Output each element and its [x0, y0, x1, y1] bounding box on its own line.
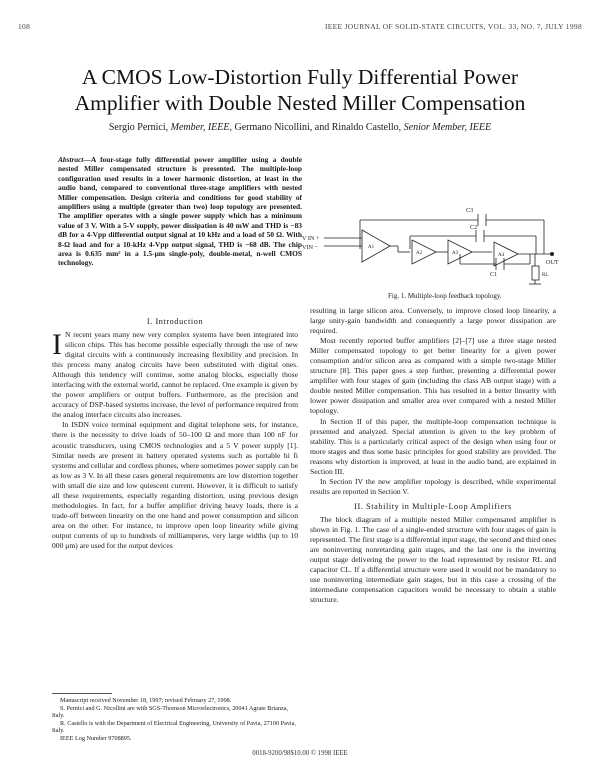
author-1-role: Member, IEEE,	[170, 122, 232, 133]
label-a3: A3	[452, 251, 459, 256]
left-column	[52, 317, 298, 551]
label-a1: A1	[368, 245, 375, 250]
footnote-affiliation-2: R. Castello is with the Department of Electrical Engineering, University of Pavia, 27100 Pavia, Italy.	[52, 719, 296, 735]
paper-title	[30, 64, 570, 116]
right-paragraph-5: The block diagram of a multiple nested Miller compensated amplifier is shown in Fig. 1. The case of a single-ended structure with four stages of gain is represented. The first stage is a differential input stage, the second and third ones are noninverting nonretarding gain stages, and the last one is the inverting output stage delivering the power to the load represented by resistor RL and capacitor CL. If a differential structure were used it would not be mandatory to use noninverting intermediate gain stages, but in this case a crossing of the intermediate compensation capacitors would be necessary to obtain a stable structure.	[310, 514, 556, 605]
output-node	[550, 252, 553, 255]
right-paragraph-1: resulting in large silicon area. Conversely, to improve closed loop linearity, a large unity-gain bandwidth and consequently a large power dissipation are required.	[310, 306, 556, 336]
right-paragraph-2: Most recently reported buffer amplifiers [2]–[7] use a three stage nested Miller compensated topology to get better linearity for a given power consumption and/or silicon area as compared with a simple two-stage Miller structure [8]. This paper goes a step further, presenting a differential power amplifier with four stages of gain (including the class AB output stage) with a double nested Miller compensation. This has resulted in a better linearity with lower power dissipation and smaller area over compared with a nested Miller topology.	[310, 336, 556, 416]
footnote-log-number: IEEE Log Number 9708895.	[60, 734, 132, 742]
label-a2: A2	[416, 251, 423, 256]
intro-paragraph-2: In ISDN voice terminal equipment and digital telephone sets, for instance, there is the necessity to drive loads of 50–100 Ω and more than 100 nF for acoustic transducers, using CMOS technologies and a 5 V power supply [1]. Similar needs are present in battery operated systems such as portable hi fi systems and cellular and cordless phones, where sometimes power supply can be as low as 3 V. In all these cases general requirements are low distortion together with small die size and low quiescent current. However, it is difficult to satisfy all these requirements, especially regarding distortion, using previous design methodologies. In fact, for a buffer amplifier driving heavy loads, there is a trade-off between linearity on the one hand and power consumption and silicon area on the other. For instance, to improve open loop linearity while giving output currents of up to hundreds of milliamperes, very large widths (up to 10 000 μm) are used for the output devices	[52, 420, 298, 550]
abstract-text: A four-stage fully differential power amplifier using a double nested Miller compensated structure is presented. The multiple-loop configuration used results in a lower harmonic distortion, at least in the audio band, compared to conventional three-stage amplifiers with nested Miller compensation. Design criteria and conditions for good stability of amplifiers using a multiple (greater than two) loop topology are presented. The amplifier operates with a single power supply which has a minimum value of 3 V. With a 5-V supply, power dissipation is 40 mW and THD is −83 dB for a 4-Vpp differential output signal at 10 kHz and a load of 50 Ω. With 8-Ω load and for a 10-kHz 4-Vpp output signal, THD is −68 dB. The chip area is 0.635 mm² in a 1.5-μm single-poly, double-metal, n-well CMOS technology.	[58, 155, 302, 268]
load-resistor	[532, 266, 539, 280]
right-column	[310, 306, 556, 605]
label-c3: C3	[466, 207, 474, 214]
abstract-lead: Abstract—	[58, 155, 91, 164]
figure-1-caption: Fig. 1. Multiple-loop feedback topology.	[388, 292, 502, 300]
footnote-affiliation-1: S. Pernici and G. Nicollini are with SGS-Thomson Microelectronics, 20041 Agrate Brianza, Italy.	[52, 704, 289, 720]
page-number: 108	[18, 22, 31, 31]
amplifier-a1	[362, 230, 390, 262]
label-vin-minus: VIN −	[302, 244, 319, 251]
right-paragraph-3: In Section II of this paper, the multiple-loop compensation technique is presented and analyzed. Special attention is given to the key problem of stability. This is a particularly critical aspect of the design when using four or more stages and thus some basic principles for good stability are provided. The reasons why distortion is improved, at least in the audio band, are explained in Section III.	[310, 416, 556, 476]
author-3-role: Senior Member, IEEE	[403, 122, 492, 133]
label-out: OUT	[546, 259, 559, 266]
label-c2: C2	[470, 224, 478, 231]
author-2-3: Germano Nicollini, and Rinaldo Castello,	[234, 122, 402, 133]
title-line-2: Amplifier with Double Nested Miller Compensation	[74, 91, 526, 115]
running-header: IEEE JOURNAL OF SOLID-STATE CIRCUITS, VOL. 33, NO. 7, JULY 1998	[324, 22, 582, 31]
intro-paragraph-1: I N recent years many new very complex systems have been integrated into silicon chips. This has become possible especially through the use of new digital circuits with a continuously increasing flexibility and precision. In this process many analog circuits have been substituted with digital ones. Although this tendency will continue, some analog blocks, especially those interfacing with the external world, cannot be replaced. One example is given by the power amplifiers or output buffers. Furthermore, as the precision and accuracy of DSP-based systems increase, the level of performance required from the analog interface circuits also increases.	[52, 328, 298, 420]
section-2-heading: II. Stability in Multiple-Loop Amplifiers	[354, 501, 512, 511]
label-rl: RL	[542, 273, 549, 278]
footnote-rule	[52, 693, 112, 694]
title-line-1: A CMOS Low-Distortion Fully Differential Power	[81, 65, 519, 89]
footnotes	[52, 697, 298, 743]
label-c1: C1	[490, 271, 498, 278]
footnote-received: Manuscript received November 18, 1997; revised February 27, 1998.	[60, 697, 232, 704]
figure-1-block-diagram	[300, 202, 562, 290]
copyright-line: 0018-9200/98$10.00 © 1998 IEEE	[252, 750, 348, 757]
author-list	[30, 122, 570, 133]
drop-cap: I	[52, 328, 62, 361]
section-1-heading: I. Introduction	[146, 317, 204, 326]
label-a4: A4	[498, 253, 505, 258]
right-paragraph-4: In Section IV the new amplifier topology is described, while experimental results are reported in Section V.	[310, 476, 556, 496]
author-1: Sergio Pernici,	[108, 122, 169, 133]
abstract	[58, 155, 302, 268]
label-vin-plus: V IN +	[302, 235, 320, 242]
